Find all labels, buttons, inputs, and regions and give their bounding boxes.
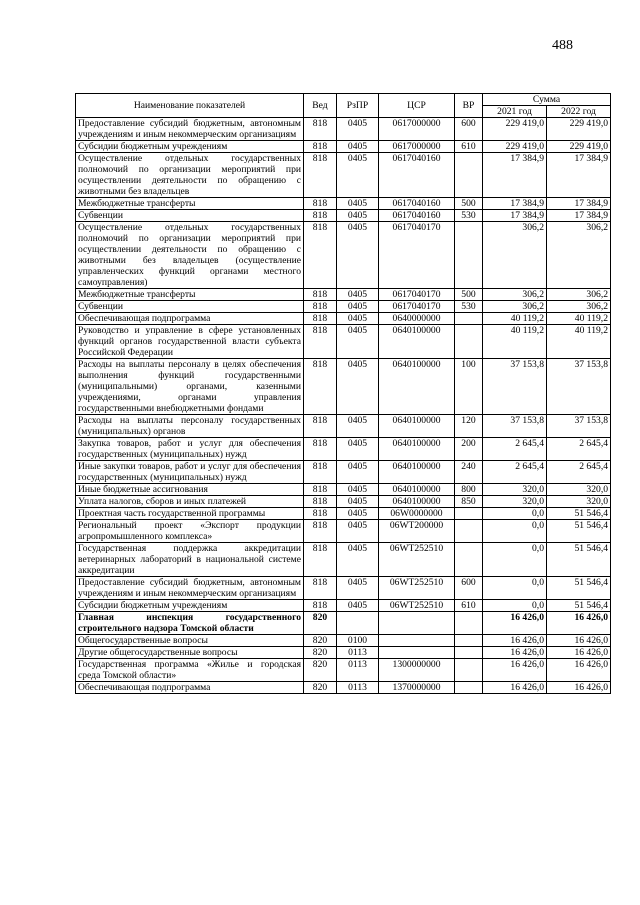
- cell-name: Другие общегосударственные вопросы: [76, 647, 304, 659]
- cell-y2021: 40 119,2: [483, 313, 547, 325]
- header-2021: 2021 год: [483, 106, 547, 118]
- cell-y2022: 51 546,4: [547, 543, 611, 577]
- cell-vr: [455, 520, 483, 543]
- cell-name: Обеспечивающая подпрограмма: [76, 682, 304, 694]
- cell-name: Осуществление отдельных государственных полномочий по организации мероприятий при осуществлении деятельности по обращению с животными без владельцев: [76, 153, 304, 198]
- cell-csr: 0617040170: [379, 301, 455, 313]
- cell-csr: 06WT200000: [379, 520, 455, 543]
- cell-csr: 0640100000: [379, 415, 455, 438]
- cell-ved: 818: [304, 577, 337, 600]
- cell-vr: 800: [455, 484, 483, 496]
- cell-name: Предоставление субсидий бюджетным, автономным учреждениям и иным некоммерческим организациям: [76, 577, 304, 600]
- cell-vr: [455, 313, 483, 325]
- cell-csr: 0617000000: [379, 141, 455, 153]
- cell-name: Закупка товаров, работ и услуг для обеспечения государственных (муниципальных) нужд: [76, 438, 304, 461]
- cell-rzpr: 0405: [337, 210, 379, 222]
- cell-name: Иные бюджетные ассигнования: [76, 484, 304, 496]
- cell-name: Субсидии бюджетным учреждениям: [76, 600, 304, 612]
- table-row: [76, 682, 611, 694]
- cell-csr: 06W0000000: [379, 508, 455, 520]
- cell-y2021: 40 119,2: [483, 325, 547, 359]
- cell-name: Межбюджетные трансферты: [76, 289, 304, 301]
- cell-csr: 1300000000: [379, 659, 455, 682]
- cell-vr: [455, 647, 483, 659]
- cell-rzpr: 0405: [337, 289, 379, 301]
- cell-rzpr: 0405: [337, 438, 379, 461]
- cell-y2021: 16 426,0: [483, 612, 547, 635]
- cell-y2021: 229 419,0: [483, 141, 547, 153]
- cell-ved: 820: [304, 647, 337, 659]
- cell-csr: [379, 612, 455, 635]
- cell-y2021: 0,0: [483, 508, 547, 520]
- cell-rzpr: 0405: [337, 496, 379, 508]
- cell-rzpr: 0405: [337, 313, 379, 325]
- cell-y2021: 229 419,0: [483, 118, 547, 141]
- cell-y2022: 306,2: [547, 222, 611, 289]
- cell-name: Государственная программа «Жилье и городская среда Томской области»: [76, 659, 304, 682]
- cell-csr: 0617040170: [379, 222, 455, 289]
- header-csr: ЦСР: [379, 94, 455, 118]
- cell-ved: 818: [304, 496, 337, 508]
- cell-vr: 200: [455, 438, 483, 461]
- cell-y2021: 2 645,4: [483, 461, 547, 484]
- cell-y2022: 37 153,8: [547, 359, 611, 415]
- cell-y2022: 51 546,4: [547, 508, 611, 520]
- cell-name: Межбюджетные трансферты: [76, 198, 304, 210]
- cell-vr: [455, 682, 483, 694]
- cell-name: Руководство и управление в сфере установленных функций органов государственной власти субъекта Российской Федерации: [76, 325, 304, 359]
- cell-rzpr: 0405: [337, 325, 379, 359]
- table-row: [76, 210, 611, 222]
- cell-ved: 818: [304, 301, 337, 313]
- cell-csr: 0617000000: [379, 118, 455, 141]
- cell-name: Субвенции: [76, 210, 304, 222]
- page-number: 488: [552, 38, 573, 53]
- cell-csr: 06WT252510: [379, 543, 455, 577]
- cell-y2022: 2 645,4: [547, 438, 611, 461]
- cell-y2021: 16 426,0: [483, 682, 547, 694]
- cell-name: Субсидии бюджетным учреждениям: [76, 141, 304, 153]
- cell-vr: 240: [455, 461, 483, 484]
- cell-y2021: 16 426,0: [483, 647, 547, 659]
- budget-table: [75, 93, 611, 694]
- cell-y2022: 229 419,0: [547, 141, 611, 153]
- cell-y2022: 51 546,4: [547, 600, 611, 612]
- header-vr: ВР: [455, 94, 483, 118]
- cell-y2021: 306,2: [483, 301, 547, 313]
- cell-csr: 0640100000: [379, 438, 455, 461]
- cell-rzpr: 0113: [337, 647, 379, 659]
- table-row: [76, 577, 611, 600]
- cell-vr: [455, 325, 483, 359]
- cell-y2022: 16 426,0: [547, 682, 611, 694]
- table-row: [76, 520, 611, 543]
- header-ved: Вед: [304, 94, 337, 118]
- cell-y2021: 306,2: [483, 289, 547, 301]
- cell-y2021: 17 384,9: [483, 198, 547, 210]
- cell-rzpr: 0113: [337, 659, 379, 682]
- cell-ved: 820: [304, 682, 337, 694]
- cell-ved: 818: [304, 313, 337, 325]
- cell-name: Региональный проект «Экспорт продукции агропромышленного комплекса»: [76, 520, 304, 543]
- cell-y2021: 17 384,9: [483, 210, 547, 222]
- table-row: [76, 484, 611, 496]
- cell-ved: 818: [304, 210, 337, 222]
- cell-vr: [455, 222, 483, 289]
- cell-y2022: 51 546,4: [547, 520, 611, 543]
- cell-vr: 500: [455, 198, 483, 210]
- table-row: [76, 600, 611, 612]
- cell-vr: [455, 153, 483, 198]
- cell-vr: 530: [455, 210, 483, 222]
- header-sum: Сумма: [483, 94, 611, 106]
- cell-name: Расходы на выплаты персоналу государственных (муниципальных) органов: [76, 415, 304, 438]
- table-row: [76, 647, 611, 659]
- cell-rzpr: 0405: [337, 153, 379, 198]
- cell-csr: 0617040160: [379, 153, 455, 198]
- cell-y2021: 37 153,8: [483, 359, 547, 415]
- cell-vr: 610: [455, 141, 483, 153]
- table-row: [76, 301, 611, 313]
- cell-y2021: 320,0: [483, 496, 547, 508]
- cell-ved: 818: [304, 141, 337, 153]
- cell-csr: 0617040160: [379, 210, 455, 222]
- table-row: [76, 461, 611, 484]
- table-row: [76, 438, 611, 461]
- cell-vr: 850: [455, 496, 483, 508]
- cell-csr: 0617040160: [379, 198, 455, 210]
- cell-vr: [455, 659, 483, 682]
- cell-rzpr: 0405: [337, 508, 379, 520]
- cell-name: Обеспечивающая подпрограмма: [76, 313, 304, 325]
- table-row: [76, 141, 611, 153]
- cell-y2022: 16 426,0: [547, 659, 611, 682]
- cell-vr: 500: [455, 289, 483, 301]
- cell-y2021: 0,0: [483, 600, 547, 612]
- cell-rzpr: 0405: [337, 222, 379, 289]
- table-row: [76, 198, 611, 210]
- table-row: [76, 612, 611, 635]
- cell-rzpr: 0405: [337, 461, 379, 484]
- cell-vr: 600: [455, 577, 483, 600]
- cell-rzpr: 0405: [337, 520, 379, 543]
- cell-rzpr: 0405: [337, 118, 379, 141]
- cell-vr: [455, 612, 483, 635]
- cell-rzpr: 0405: [337, 484, 379, 496]
- cell-y2022: 16 426,0: [547, 612, 611, 635]
- cell-rzpr: 0405: [337, 600, 379, 612]
- cell-y2022: 40 119,2: [547, 325, 611, 359]
- table-body: [76, 118, 611, 694]
- table-row: [76, 222, 611, 289]
- cell-vr: 120: [455, 415, 483, 438]
- cell-y2022: 16 426,0: [547, 647, 611, 659]
- cell-csr: 1370000000: [379, 682, 455, 694]
- cell-name: Осуществление отдельных государственных полномочий по организации мероприятий при осуществлении деятельности по обращению с животными без владельцев (осуществление управленческих функций органами местного самоуправления): [76, 222, 304, 289]
- cell-ved: 818: [304, 289, 337, 301]
- header-rzpr: РзПР: [337, 94, 379, 118]
- cell-y2022: 2 645,4: [547, 461, 611, 484]
- cell-rzpr: 0100: [337, 635, 379, 647]
- cell-name: Государственная поддержка аккредитации ветеринарных лабораторий в национальной системе аккредитации: [76, 543, 304, 577]
- cell-csr: 0640100000: [379, 325, 455, 359]
- cell-y2021: 320,0: [483, 484, 547, 496]
- table-row: [76, 508, 611, 520]
- table-row: [76, 313, 611, 325]
- cell-ved: 820: [304, 635, 337, 647]
- cell-y2021: 2 645,4: [483, 438, 547, 461]
- header-name: Наименование показателей: [76, 94, 304, 118]
- cell-y2022: 17 384,9: [547, 198, 611, 210]
- cell-y2022: 320,0: [547, 484, 611, 496]
- cell-rzpr: 0405: [337, 577, 379, 600]
- cell-y2022: 306,2: [547, 301, 611, 313]
- cell-ved: 818: [304, 438, 337, 461]
- table-row: [76, 118, 611, 141]
- cell-ved: 818: [304, 198, 337, 210]
- cell-y2021: 16 426,0: [483, 635, 547, 647]
- cell-name: Общегосударственные вопросы: [76, 635, 304, 647]
- cell-y2021: 0,0: [483, 520, 547, 543]
- cell-ved: 818: [304, 461, 337, 484]
- table-row: [76, 415, 611, 438]
- cell-y2022: 229 419,0: [547, 118, 611, 141]
- cell-vr: [455, 543, 483, 577]
- cell-y2021: 16 426,0: [483, 659, 547, 682]
- cell-ved: 818: [304, 153, 337, 198]
- cell-y2022: 51 546,4: [547, 577, 611, 600]
- cell-y2021: 306,2: [483, 222, 547, 289]
- cell-vr: 610: [455, 600, 483, 612]
- cell-y2022: 17 384,9: [547, 153, 611, 198]
- table-row: [76, 325, 611, 359]
- cell-ved: 818: [304, 359, 337, 415]
- cell-y2021: 0,0: [483, 543, 547, 577]
- table-row: [76, 496, 611, 508]
- header-2022: 2022 год: [547, 106, 611, 118]
- cell-y2022: 40 119,2: [547, 313, 611, 325]
- cell-name: Расходы на выплаты персоналу в целях обеспечения выполнения функций государственными (муниципальными) органами, казенными учреждениями, органами управления государственными внебюджетными фондами: [76, 359, 304, 415]
- cell-csr: 06WT252510: [379, 600, 455, 612]
- cell-rzpr: 0113: [337, 682, 379, 694]
- table-row: [76, 289, 611, 301]
- table-row: [76, 359, 611, 415]
- cell-y2022: 16 426,0: [547, 635, 611, 647]
- cell-y2022: 17 384,9: [547, 210, 611, 222]
- cell-name: Уплата налогов, сборов и иных платежей: [76, 496, 304, 508]
- cell-name: Главная инспекция государственного строительного надзора Томской области: [76, 612, 304, 635]
- cell-vr: 530: [455, 301, 483, 313]
- cell-y2022: 37 153,8: [547, 415, 611, 438]
- cell-vr: 600: [455, 118, 483, 141]
- cell-ved: 818: [304, 118, 337, 141]
- cell-csr: 0640000000: [379, 313, 455, 325]
- cell-ved: 818: [304, 415, 337, 438]
- cell-csr: 0640100000: [379, 484, 455, 496]
- cell-ved: 818: [304, 325, 337, 359]
- cell-rzpr: 0405: [337, 359, 379, 415]
- cell-rzpr: 0405: [337, 543, 379, 577]
- cell-vr: 100: [455, 359, 483, 415]
- cell-y2021: 17 384,9: [483, 153, 547, 198]
- cell-ved: 818: [304, 543, 337, 577]
- cell-ved: 820: [304, 659, 337, 682]
- cell-csr: [379, 647, 455, 659]
- cell-csr: 06WT252510: [379, 577, 455, 600]
- cell-ved: 818: [304, 508, 337, 520]
- cell-rzpr: 0405: [337, 415, 379, 438]
- cell-ved: 818: [304, 222, 337, 289]
- table-row: [76, 543, 611, 577]
- cell-csr: 0640100000: [379, 461, 455, 484]
- cell-ved: 818: [304, 484, 337, 496]
- cell-csr: 0640100000: [379, 359, 455, 415]
- cell-csr: 0617040170: [379, 289, 455, 301]
- cell-y2022: 306,2: [547, 289, 611, 301]
- cell-name: Предоставление субсидий бюджетным, автономным учреждениям и иным некоммерческим организациям: [76, 118, 304, 141]
- table-row: [76, 659, 611, 682]
- cell-csr: [379, 635, 455, 647]
- cell-y2022: 320,0: [547, 496, 611, 508]
- cell-ved: 820: [304, 612, 337, 635]
- cell-ved: 818: [304, 600, 337, 612]
- cell-name: Проектная часть государственной программы: [76, 508, 304, 520]
- cell-y2021: 0,0: [483, 577, 547, 600]
- table-row: [76, 635, 611, 647]
- cell-ved: 818: [304, 520, 337, 543]
- cell-rzpr: [337, 612, 379, 635]
- table-row: [76, 153, 611, 198]
- cell-vr: [455, 635, 483, 647]
- cell-vr: [455, 508, 483, 520]
- cell-y2021: 37 153,8: [483, 415, 547, 438]
- cell-rzpr: 0405: [337, 301, 379, 313]
- cell-csr: 0640100000: [379, 496, 455, 508]
- cell-rzpr: 0405: [337, 141, 379, 153]
- cell-rzpr: 0405: [337, 198, 379, 210]
- cell-name: Иные закупки товаров, работ и услуг для обеспечения государственных (муниципальных) нужд: [76, 461, 304, 484]
- cell-name: Субвенции: [76, 301, 304, 313]
